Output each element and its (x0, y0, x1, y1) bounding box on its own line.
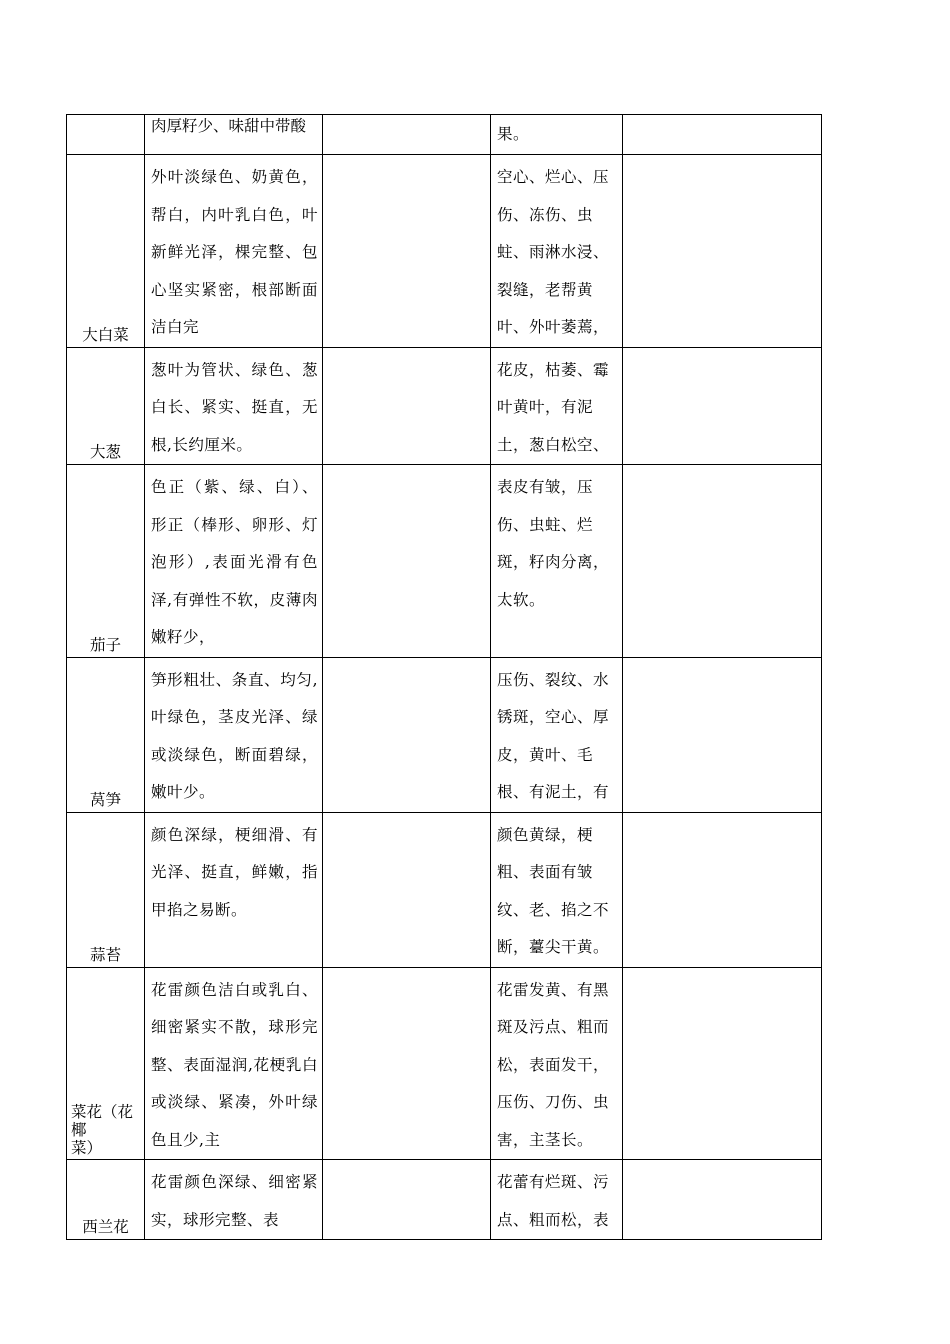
vegetable-name: 菜花（花椰 菜） (67, 967, 145, 1160)
vegetable-quality-table (66, 114, 822, 1240)
middle-cell (323, 155, 491, 348)
good-quality-description: 花雷颜色深绿、细密紧实，球形完整、表 (145, 1160, 323, 1240)
extra-cell (623, 465, 822, 658)
vegetable-name: 西兰花 (67, 1160, 145, 1240)
defect-description: 表皮有皱，压伤、虫蛀、烂斑，籽肉分离，太软。 (491, 465, 623, 658)
defect-description: 果。 (491, 115, 623, 155)
table-row (67, 465, 822, 658)
vegetable-name: 蒜苔 (67, 812, 145, 967)
table-row (67, 1160, 822, 1240)
good-quality-description: 颜色深绿，梗细滑、有光泽、挺直，鲜嫩，指甲掐之易断。 (145, 812, 323, 967)
vegetable-name: 莴笋 (67, 657, 145, 812)
table-row (67, 115, 822, 155)
middle-cell (323, 1160, 491, 1240)
middle-cell (323, 812, 491, 967)
extra-cell (623, 657, 822, 812)
extra-cell (623, 115, 822, 155)
middle-cell (323, 115, 491, 155)
extra-cell (623, 812, 822, 967)
extra-cell (623, 155, 822, 348)
defect-description: 花皮，枯萎、霉叶黄叶，有泥土，葱白松空、 (491, 347, 623, 465)
vegetable-name: 大白菜 (67, 155, 145, 348)
middle-cell (323, 657, 491, 812)
extra-cell (623, 1160, 822, 1240)
table-row (67, 967, 822, 1160)
middle-cell (323, 465, 491, 658)
defect-description: 空心、烂心、压伤、冻伤、虫蛀、雨淋水浸、裂缝，老帮黄叶、外叶萎蔫， (491, 155, 623, 348)
good-quality-description: 肉厚籽少、味甜中带酸 (145, 115, 323, 155)
defect-description: 花蕾有烂斑、污点、粗而松，表 (491, 1160, 623, 1240)
good-quality-description: 葱叶为管状、绿色、葱白长、紧实、挺直，无根,长约厘米。 (145, 347, 323, 465)
table-row (67, 155, 822, 348)
extra-cell (623, 347, 822, 465)
table-row (67, 657, 822, 812)
vegetable-name: 大葱 (67, 347, 145, 465)
good-quality-description: 花雷颜色洁白或乳白、细密紧实不散，球形完整、表面湿润,花梗乳白或淡绿、紧凑，外叶绿色且少,主 (145, 967, 323, 1160)
vegetable-name: 茄子 (67, 465, 145, 658)
extra-cell (623, 967, 822, 1160)
middle-cell (323, 347, 491, 465)
good-quality-description: 笋形粗壮、条直、均匀,叶绿色，茎皮光泽、绿或淡绿色，断面碧绿，嫩叶少。 (145, 657, 323, 812)
vegetable-name (67, 115, 145, 155)
table-row (67, 347, 822, 465)
defect-description: 压伤、裂纹、水锈斑，空心、厚皮，黄叶、毛根、有泥土，有 (491, 657, 623, 812)
defect-description: 颜色黄绿，梗粗、表面有皱纹、老、掐之不断，薹尖干黄。 (491, 812, 623, 967)
good-quality-description: 色正（紫、绿、白）、形正（棒形、卵形、灯泡形）,表面光滑有色泽,有弹性不软，皮薄肉嫩籽少， (145, 465, 323, 658)
good-quality-description: 外叶淡绿色、奶黄色，帮白，内叶乳白色，叶新鲜光泽，棵完整、包心坚实紧密，根部断面洁白完 (145, 155, 323, 348)
table-row (67, 812, 822, 967)
middle-cell (323, 967, 491, 1160)
defect-description: 花雷发黄、有黑斑及污点、粗而松，表面发干，压伤、刀伤、虫害，主茎长。 (491, 967, 623, 1160)
